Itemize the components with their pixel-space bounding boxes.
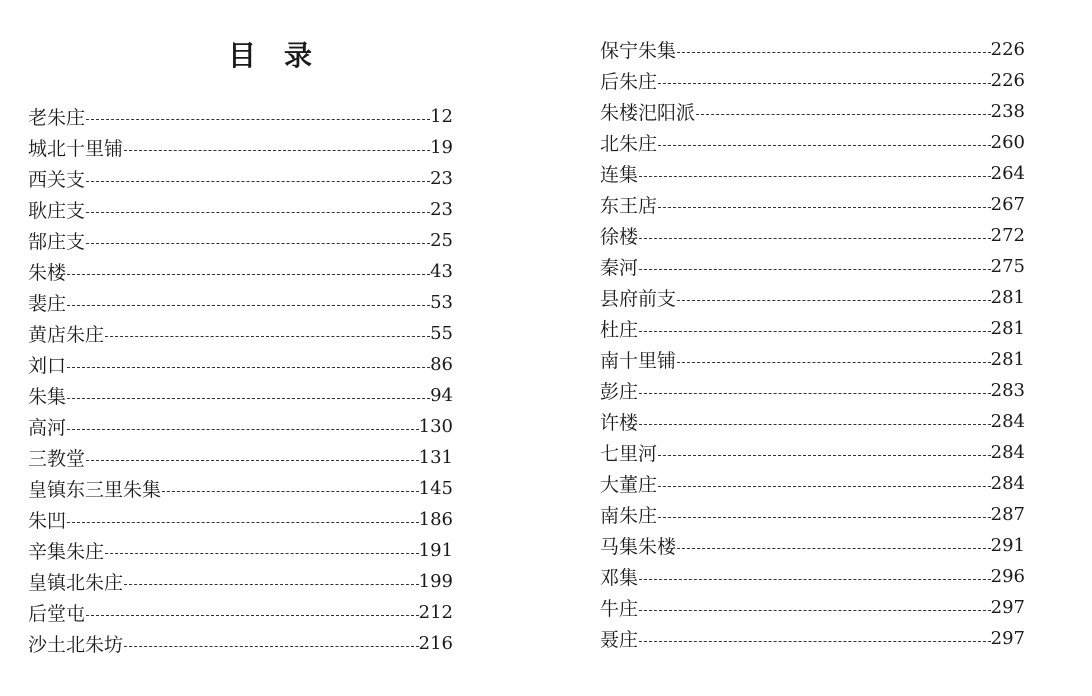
toc-entry xyxy=(28,225,453,256)
entry-name: 北朱庄 xyxy=(600,133,658,155)
entry-name: 皇镇东三里朱集 xyxy=(28,479,162,501)
toc-entry xyxy=(600,530,1025,561)
toc-entry xyxy=(600,375,1025,406)
entry-page-number: 216 xyxy=(418,633,453,654)
entry-page-number: 199 xyxy=(418,571,453,592)
toc-left-column xyxy=(28,101,453,659)
entry-name: 老朱庄 xyxy=(28,107,86,129)
toc-right-column xyxy=(600,34,1025,654)
entry-page-number: 281 xyxy=(990,349,1025,370)
dotted-leader xyxy=(86,614,419,616)
entry-name: 徐楼 xyxy=(600,226,639,248)
dotted-leader xyxy=(677,299,991,301)
entry-page-number: 55 xyxy=(430,323,453,344)
toc-entry xyxy=(600,127,1025,158)
toc-entry xyxy=(28,473,453,504)
toc-entry xyxy=(600,406,1025,437)
dotted-leader xyxy=(105,335,430,337)
dotted-leader xyxy=(86,242,430,244)
toc-entry xyxy=(28,256,453,287)
entry-name: 城北十里铺 xyxy=(28,138,124,160)
entry-name: 县府前支 xyxy=(600,288,677,310)
entry-name: 保宁朱集 xyxy=(600,40,677,62)
entry-name: 后朱庄 xyxy=(600,71,658,93)
entry-name: 辛集朱庄 xyxy=(28,541,105,563)
entry-page-number: 94 xyxy=(430,385,453,406)
entry-name: 大董庄 xyxy=(600,474,658,496)
dotted-leader xyxy=(696,113,991,115)
entry-page-number: 281 xyxy=(990,287,1025,308)
entry-name: 七里河 xyxy=(600,443,658,465)
dotted-leader xyxy=(86,211,430,213)
entry-name: 马集朱楼 xyxy=(600,536,677,558)
entry-name: 许楼 xyxy=(600,412,639,434)
toc-entry xyxy=(600,344,1025,375)
entry-page-number: 272 xyxy=(990,225,1025,246)
dotted-leader xyxy=(677,547,991,549)
dotted-leader xyxy=(658,454,991,456)
toc-entry xyxy=(28,101,453,132)
toc-entry xyxy=(28,194,453,225)
toc-entry xyxy=(28,318,453,349)
dotted-leader xyxy=(67,397,430,399)
entry-page-number: 284 xyxy=(990,411,1025,432)
dotted-leader xyxy=(639,640,991,642)
toc-entry xyxy=(600,189,1025,220)
entry-name: 连集 xyxy=(600,164,639,186)
dotted-leader xyxy=(639,578,991,580)
entry-name: 朱楼 xyxy=(28,262,67,284)
entry-page-number: 284 xyxy=(990,442,1025,463)
dotted-leader xyxy=(124,583,419,585)
entry-page-number: 297 xyxy=(990,628,1025,649)
entry-page-number: 23 xyxy=(430,199,453,220)
entry-name: 牛庄 xyxy=(600,598,639,620)
entry-page-number: 25 xyxy=(430,230,453,251)
entry-page-number: 291 xyxy=(990,535,1025,556)
entry-name: 刘口 xyxy=(28,355,67,377)
toc-entry xyxy=(28,597,453,628)
entry-page-number: 281 xyxy=(990,318,1025,339)
entry-name: 沙土北朱坊 xyxy=(28,634,124,656)
toc-entry xyxy=(28,628,453,659)
entry-page-number: 226 xyxy=(990,70,1025,91)
dotted-leader xyxy=(105,552,419,554)
entry-name: 皇镇北朱庄 xyxy=(28,572,124,594)
entry-page-number: 12 xyxy=(430,106,453,127)
page-title: 目 录 xyxy=(228,39,313,72)
entry-page-number: 130 xyxy=(418,416,453,437)
toc-entry xyxy=(28,132,453,163)
entry-page-number: 260 xyxy=(990,132,1025,153)
entry-page-number: 191 xyxy=(418,540,453,561)
toc-entry xyxy=(28,535,453,566)
entry-page-number: 287 xyxy=(990,504,1025,525)
entry-page-number: 296 xyxy=(990,566,1025,587)
entry-page-number: 283 xyxy=(990,380,1025,401)
dotted-leader xyxy=(162,490,419,492)
toc-entry xyxy=(600,65,1025,96)
dotted-leader xyxy=(658,82,991,84)
toc-entry xyxy=(600,499,1025,530)
toc-entry xyxy=(28,566,453,597)
dotted-leader xyxy=(124,645,419,647)
toc-entry xyxy=(28,442,453,473)
entry-page-number: 264 xyxy=(990,163,1025,184)
entry-page-number: 145 xyxy=(418,478,453,499)
toc-entry xyxy=(600,313,1025,344)
entry-page-number: 267 xyxy=(990,194,1025,215)
toc-entry xyxy=(600,592,1025,623)
dotted-leader xyxy=(677,361,991,363)
entry-name: 秦河 xyxy=(600,257,639,279)
dotted-leader xyxy=(67,304,430,306)
dotted-leader xyxy=(658,516,991,518)
entry-name: 南十里铺 xyxy=(600,350,677,372)
toc-entry xyxy=(600,158,1025,189)
entry-name: 三教堂 xyxy=(28,448,86,470)
entry-name: 郜庄支 xyxy=(28,231,86,253)
entry-name: 朱楼汜阳派 xyxy=(600,102,696,124)
entry-page-number: 275 xyxy=(990,256,1025,277)
entry-name: 杜庄 xyxy=(600,319,639,341)
dotted-leader xyxy=(86,459,419,461)
dotted-leader xyxy=(639,268,991,270)
dotted-leader xyxy=(639,423,991,425)
dotted-leader xyxy=(67,273,430,275)
dotted-leader xyxy=(67,521,419,523)
toc-entry xyxy=(600,220,1025,251)
entry-page-number: 297 xyxy=(990,597,1025,618)
dotted-leader xyxy=(639,175,991,177)
toc-entry xyxy=(600,623,1025,654)
dotted-leader xyxy=(86,180,430,182)
dotted-leader xyxy=(67,428,419,430)
entry-name: 东王店 xyxy=(600,195,658,217)
dotted-leader xyxy=(639,237,991,239)
dotted-leader xyxy=(658,485,991,487)
toc-entry xyxy=(600,561,1025,592)
entry-page-number: 43 xyxy=(430,261,453,282)
entry-name: 黄店朱庄 xyxy=(28,324,105,346)
entry-page-number: 186 xyxy=(418,509,453,530)
entry-name: 南朱庄 xyxy=(600,505,658,527)
dotted-leader xyxy=(639,330,991,332)
toc-entry xyxy=(600,282,1025,313)
entry-name: 朱凹 xyxy=(28,510,67,532)
entry-name: 聂庄 xyxy=(600,629,639,651)
toc-entry xyxy=(600,96,1025,127)
entry-page-number: 238 xyxy=(990,101,1025,122)
dotted-leader xyxy=(124,149,430,151)
entry-name: 彭庄 xyxy=(600,381,639,403)
entry-name: 后堂屯 xyxy=(28,603,86,625)
entry-name: 西关支 xyxy=(28,169,86,191)
toc-entry xyxy=(28,287,453,318)
toc-entry xyxy=(28,411,453,442)
entry-name: 耿庄支 xyxy=(28,200,86,222)
dotted-leader xyxy=(67,366,430,368)
toc-entry xyxy=(600,251,1025,282)
dotted-leader xyxy=(658,144,991,146)
dotted-leader xyxy=(639,609,991,611)
entry-name: 裴庄 xyxy=(28,293,67,315)
entry-name: 邓集 xyxy=(600,567,639,589)
entry-page-number: 53 xyxy=(430,292,453,313)
dotted-leader xyxy=(677,51,991,53)
toc-entry xyxy=(28,504,453,535)
dotted-leader xyxy=(639,392,991,394)
toc-entry xyxy=(28,349,453,380)
toc-entry xyxy=(28,163,453,194)
toc-entry xyxy=(600,34,1025,65)
toc-entry xyxy=(600,468,1025,499)
entry-page-number: 19 xyxy=(430,137,453,158)
entry-page-number: 23 xyxy=(430,168,453,189)
entry-page-number: 284 xyxy=(990,473,1025,494)
entry-page-number: 226 xyxy=(990,39,1025,60)
dotted-leader xyxy=(658,206,991,208)
toc-entry xyxy=(28,380,453,411)
entry-page-number: 131 xyxy=(418,447,453,468)
entry-page-number: 86 xyxy=(430,354,453,375)
entry-name: 朱集 xyxy=(28,386,67,408)
entry-name: 高河 xyxy=(28,417,67,439)
entry-page-number: 212 xyxy=(418,602,453,623)
toc-entry xyxy=(600,437,1025,468)
dotted-leader xyxy=(86,118,430,120)
